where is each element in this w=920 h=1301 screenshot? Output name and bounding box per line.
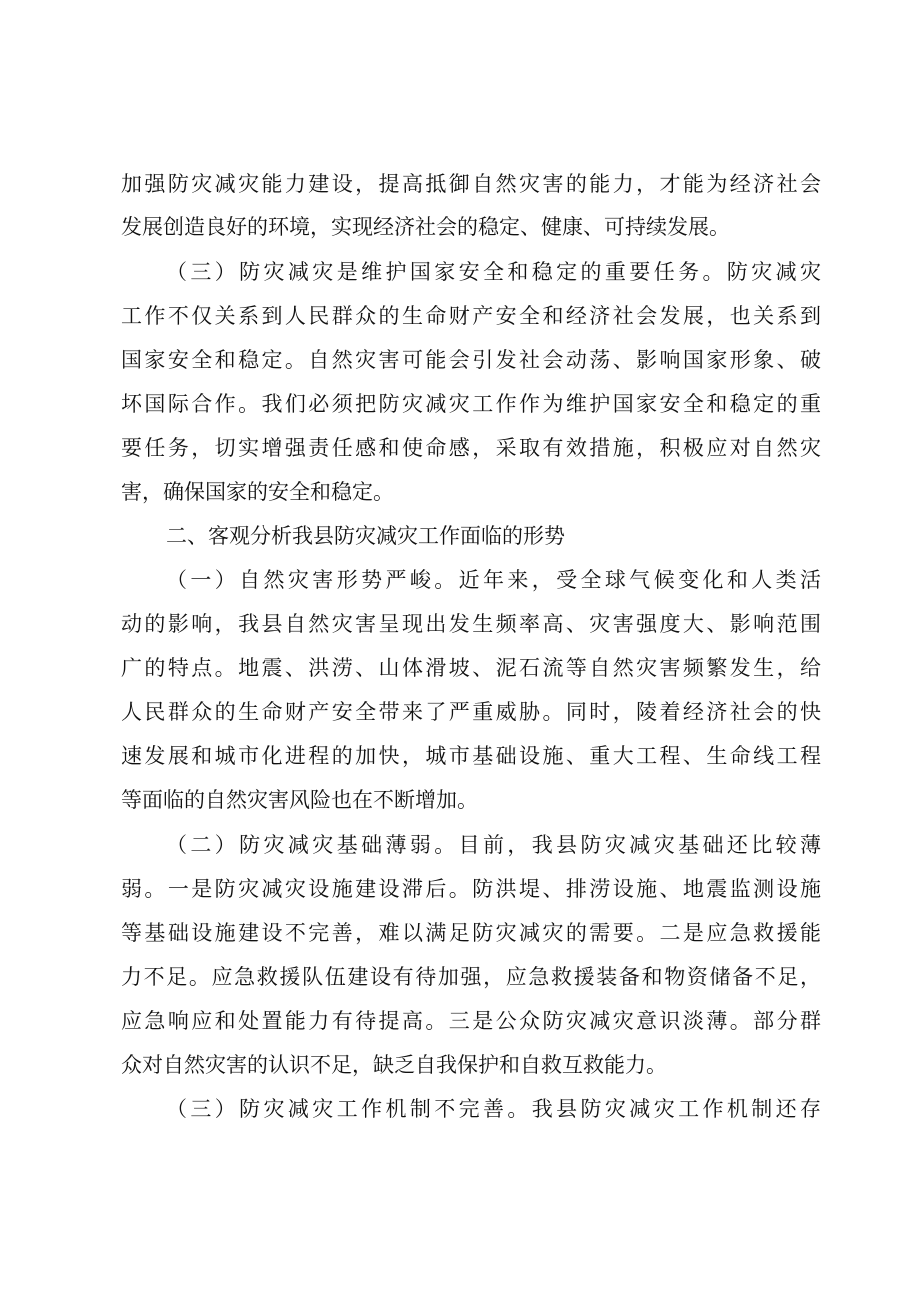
paragraph-line: 等基础设施建设不完善，难以满足防灾减灾的需要。二是应急救援能 [121,921,821,945]
paragraph-line: 应急响应和处置能力有待提高。三是公众防灾减灾意识淡薄。部分群 [121,1009,821,1033]
paragraph-line: 人民群众的生命财产安全带来了严重威胁。同时，陵着经济社会的快 [121,700,821,724]
paragraph-line: 工作不仅关系到人民群众的生命财产安全和经济社会发展，也关系到 [121,304,821,328]
paragraph-line: 动的影响，我县自然灾害呈现出发生频率高、灾害强度大、影响范围 [121,612,821,636]
section-heading: 二、客观分析我县防灾减灾工作面临的形势 [166,524,565,548]
paragraph-line: （三）防灾减灾是维护国家安全和稳定的重要任务。防灾减灾 [166,260,821,284]
paragraph-line: （二）防灾减灾基础薄弱。目前，我县防灾减灾基础还比较薄 [166,833,821,857]
paragraph-line: 弱。一是防灾减灾设施建设滞后。防洪堤、排涝设施、地震监测设施 [121,877,821,901]
paragraph-line: 坏国际合作。我们必须把防灾减灾工作作为维护国家安全和稳定的重 [121,392,821,416]
paragraph-line: （三）防灾减灾工作机制不完善。我县防灾减灾工作机制还存 [166,1097,821,1121]
paragraph-line: 要任务，切实增强责任感和使命感，采取有效措施，积极应对自然灾 [121,436,821,460]
paragraph-line: 害，确保国家的安全和稳定。 [121,480,394,504]
paragraph-line: 力不足。应急救援队伍建设有待加强，应急救援装备和物资储备不足， [121,965,821,989]
paragraph-line: 等面临的自然灾害风险也在不断增加。 [121,788,478,812]
paragraph-line: 发展创造良好的环境，实现经济社会的稳定、健康、可持续发展。 [121,215,730,239]
paragraph-line: （一）自然灾害形势严峻。近年来，受全球气候变化和人类活 [166,568,821,592]
paragraph-line: 速发展和城市化进程的加快，城市基础设施、重大工程、生命线工程 [121,744,821,768]
paragraph-line: 国家安全和稳定。自然灾害可能会引发社会动荡、影响国家形象、破 [121,348,821,372]
paragraph-line: 众对自然灾害的认识不足，缺乏自我保护和自救互救能力。 [121,1053,667,1077]
paragraph-line: 加强防灾减灾能力建设，提高抵御自然灾害的能力，才能为经济社会 [121,172,821,196]
paragraph-line: 广的特点。地震、洪涝、山体滑坡、泥石流等自然灾害频繁发生，给 [121,656,821,680]
